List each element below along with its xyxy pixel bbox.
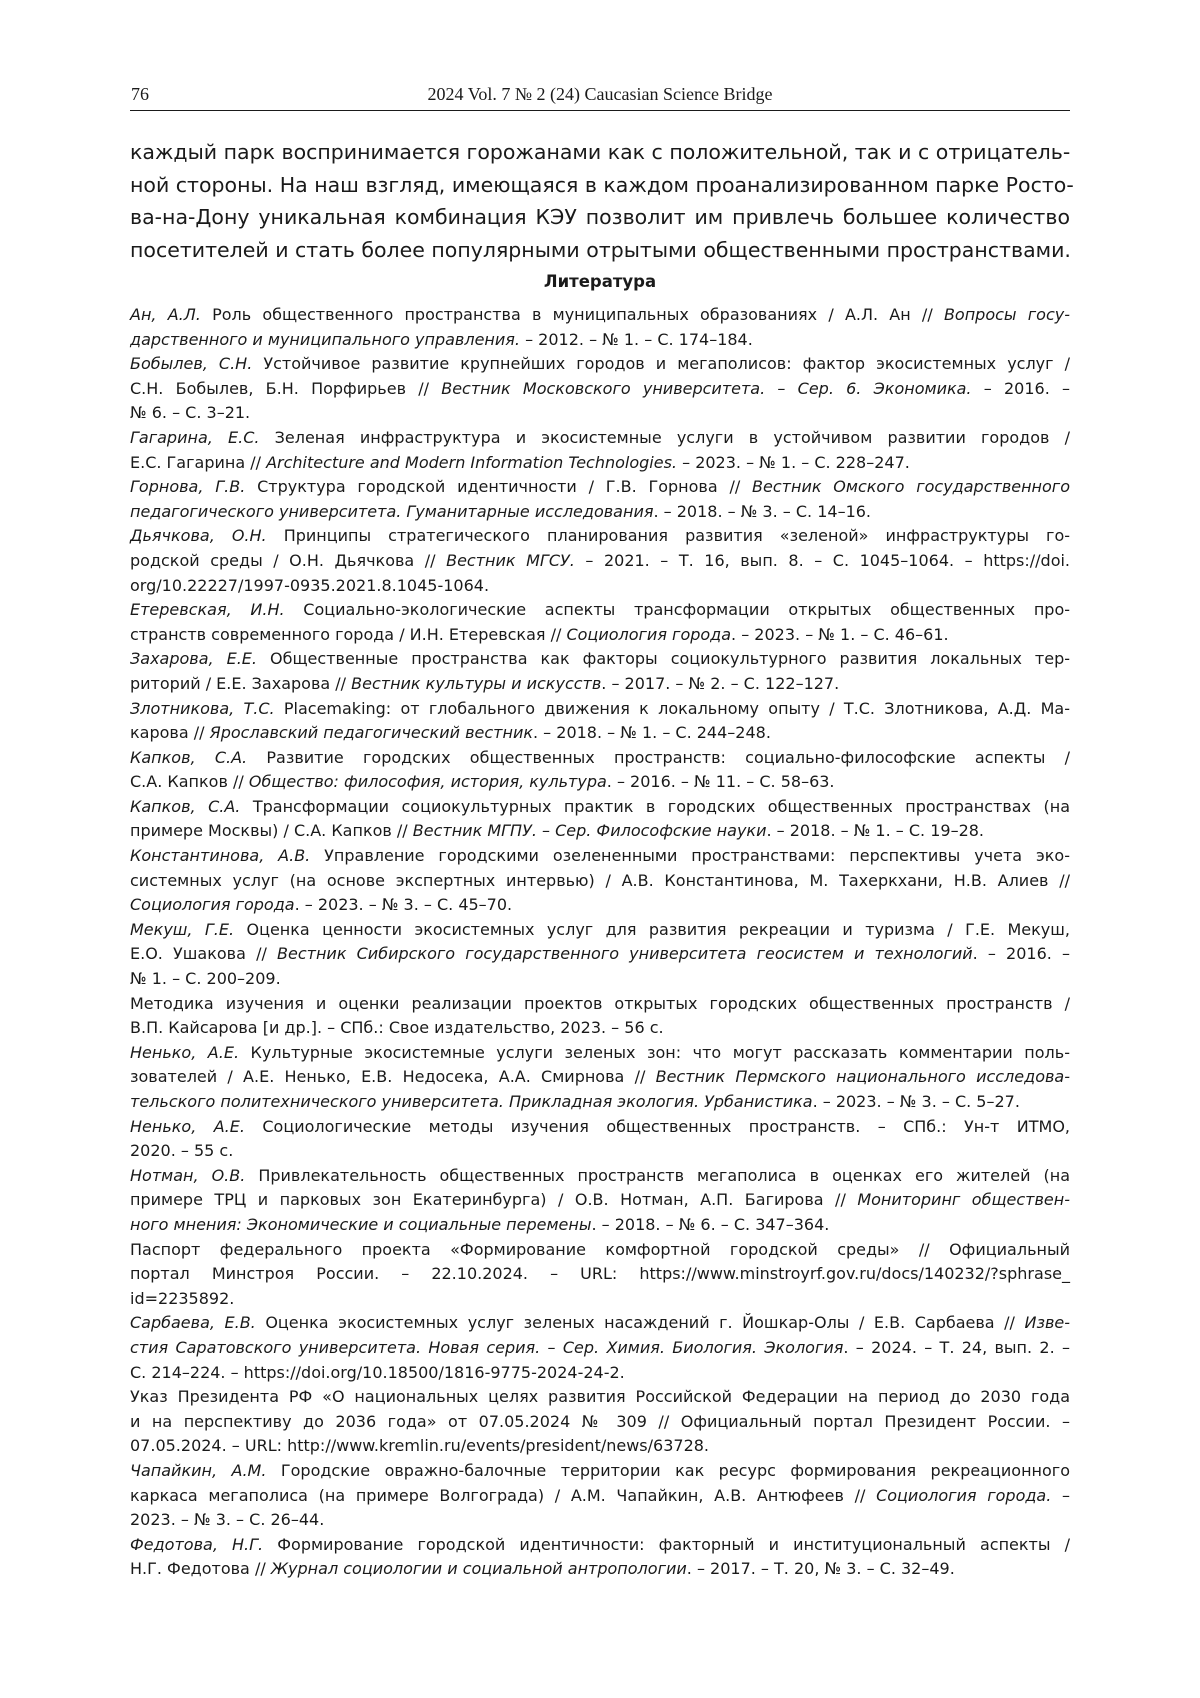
reference-text: Оценка ценности экосистемных услуг для развития рекреации и туризма / Г.Е. Мекуш, bbox=[234, 919, 1070, 939]
reference-text: . – 2018. – № 3. – С. 14–16. bbox=[653, 501, 872, 521]
reference-text: Формирование городской идентичности: факторный и институциональный аспекты / bbox=[263, 1534, 1070, 1554]
reference-text: Устойчивое развитие крупнейших городов и мегаполисов: фактор экосистемных услуг / bbox=[252, 354, 1070, 374]
reference-text: № 1. – С. 200–209. bbox=[130, 969, 281, 989]
reference-line bbox=[130, 1139, 1070, 1164]
reference-entry bbox=[130, 1533, 1070, 1582]
reference-italic-text: Вестник МГПУ. – Сер. Философские науки bbox=[412, 821, 767, 841]
reference-text: зователей / А.Е. Ненько, Е.В. Недосека, А.А. Смирнова // bbox=[130, 1067, 656, 1087]
reference-line bbox=[130, 1311, 1070, 1336]
reference-italic-text: Етеревская, И.Н. bbox=[130, 600, 285, 620]
reference-text: Культурные экосистемные услуги зеленых зон: что могут рассказать комментарии поль- bbox=[239, 1042, 1070, 1062]
reference-line bbox=[130, 1508, 1070, 1533]
reference-line bbox=[130, 1533, 1070, 1558]
reference-italic-text: дарственного и муниципального управления. bbox=[130, 329, 520, 349]
reference-text: . – 2018. – № 1. – С. 244–248. bbox=[533, 723, 771, 743]
reference-text: № 6. – С. 3–21. bbox=[130, 403, 251, 423]
reference-text: . – 2023. – № 3. – С. 5–27. bbox=[812, 1092, 1020, 1111]
reference-text: Общественные пространства как факторы социокультурного развития локальных тер- bbox=[257, 649, 1071, 669]
reference-line bbox=[130, 967, 1070, 992]
reference-text: Placemaking: от глобального движения к локальному опыту / Т.С. Злотникова, А.Д. Ма- bbox=[274, 698, 1070, 718]
reference-italic-text: Сарбаева, Е.В. bbox=[130, 1313, 256, 1333]
reference-italic-text: Вестник Сибирского государственного университета геосистем и технологий bbox=[277, 944, 973, 964]
reference-text: С.Н. Бобылев, Б.Н. Порфирьев // bbox=[130, 378, 442, 398]
reference-line bbox=[130, 1016, 1070, 1041]
reference-line bbox=[130, 721, 1070, 746]
reference-entry bbox=[130, 844, 1070, 918]
reference-text: org/10.22227/1997-0935.2021.8.1045-1064. bbox=[130, 575, 490, 595]
reference-text: риторий / Е.Е. Захарова // bbox=[130, 673, 352, 693]
reference-text: – 2021. – Т. 16, вып. 8. – С. 1045–1064. – https://doi. bbox=[574, 550, 1071, 570]
reference-line bbox=[130, 352, 1070, 377]
reference-italic-text: Вестник МГСУ. bbox=[446, 550, 575, 570]
running-header bbox=[130, 80, 1070, 111]
reference-text: Н.Г. Федотова // bbox=[130, 1559, 271, 1579]
reference-italic-text: Мониторинг обществен- bbox=[857, 1190, 1070, 1210]
reference-line bbox=[130, 1336, 1070, 1361]
reference-text: . – 2024. – Т. 24, вып. 2. – bbox=[843, 1337, 1070, 1357]
reference-italic-text: Вестник Пермского национального исследова- bbox=[655, 1067, 1070, 1087]
reference-italic-text: стия Саратовского университета. Новая серия. – Сер. Химия. Биология. Экология bbox=[130, 1337, 844, 1357]
reference-italic-text: Ненько, А.Е. bbox=[130, 1042, 240, 1062]
reference-line bbox=[130, 844, 1070, 869]
reference-italic-text: Бобылев, С.Н. bbox=[130, 354, 253, 374]
reference-entry bbox=[130, 746, 1070, 795]
reference-line bbox=[130, 1065, 1070, 1090]
reference-line bbox=[130, 500, 1070, 525]
reference-entry bbox=[130, 1459, 1070, 1533]
reference-line bbox=[130, 1385, 1070, 1410]
reference-italic-text: Нотман, О.В. bbox=[130, 1165, 246, 1185]
reference-text: Привлекательность общественных пространств мегаполиса в оценках его жителей (на bbox=[245, 1165, 1071, 1185]
reference-entry bbox=[130, 303, 1070, 352]
reference-text: Городские овражно-балочные территории как ресурс формирования рекреационного bbox=[266, 1460, 1070, 1480]
reference-text: примере ТРЦ и парковых зон Екатеринбурга) / О.В. Нотман, А.П. Багирова // bbox=[130, 1190, 858, 1210]
paragraph-line: каждый парк воспринимается горожанами как с положительной, так и с отрицатель- bbox=[130, 140, 1071, 164]
reference-line bbox=[130, 1115, 1070, 1140]
references-heading: Литература bbox=[543, 272, 657, 291]
reference-italic-text: Ан, А.Л. bbox=[130, 305, 201, 324]
reference-text: Паспорт федерального проекта «Формирование комфортной городской среды» // Официальный bbox=[130, 1239, 1070, 1259]
reference-line bbox=[130, 1238, 1070, 1263]
reference-italic-text: Злотникова, Т.С. bbox=[130, 698, 275, 718]
paragraph-line: посетителей и стать более популярными отрытыми общественными пространствами. bbox=[130, 237, 1071, 262]
reference-line bbox=[130, 574, 1070, 599]
reference-italic-text: Гагарина, Е.С. bbox=[130, 427, 260, 447]
reference-entry bbox=[130, 697, 1070, 746]
reference-italic-text: тельского политехнического университета. Прикладная экология. Урбанистика bbox=[130, 1092, 813, 1111]
reference-line bbox=[130, 918, 1070, 943]
reference-entry bbox=[130, 352, 1070, 426]
reference-entry bbox=[130, 1238, 1070, 1312]
reference-italic-text: Социология города bbox=[566, 624, 732, 644]
reference-text: каркаса мегаполиса (на примере Волгограда) / А.М. Чапайкин, А.В. Антюфеев // bbox=[130, 1485, 877, 1505]
reference-text: . – 2016. – № 11. – С. 58–63. bbox=[606, 772, 835, 792]
reference-line bbox=[130, 697, 1070, 722]
reference-entry bbox=[130, 426, 1070, 475]
reference-entry bbox=[130, 795, 1070, 844]
reference-line bbox=[130, 1213, 1070, 1238]
reference-text: родской среды / О.Н. Дьячкова // bbox=[130, 550, 447, 570]
reference-line bbox=[130, 1164, 1070, 1189]
reference-text: примере Москвы) / С.А. Капков // bbox=[130, 821, 413, 841]
reference-line bbox=[130, 770, 1070, 795]
reference-italic-text: Ярославский педагогический вестник bbox=[209, 723, 533, 743]
reference-line bbox=[130, 328, 1070, 353]
reference-text: . – 2023. – № 3. – С. 45–70. bbox=[294, 895, 513, 915]
reference-text: портал Минстроя России. – 22.10.2024. – URL: https://www.minstroyrf.gov.ru/docs/140232/?sphrase_ bbox=[130, 1264, 1070, 1284]
reference-text: Зеленая инфраструктура и экосистемные услуги в устойчивом развитии городов / bbox=[259, 427, 1071, 447]
reference-text: Принципы стратегического планирования развития «зеленой» инфраструктуры го- bbox=[266, 526, 1070, 546]
reference-line bbox=[130, 598, 1070, 623]
reference-italic-text: Вестник Омского государственного bbox=[752, 477, 1070, 497]
page-number: 76 bbox=[131, 84, 149, 104]
reference-line bbox=[130, 1188, 1070, 1213]
reference-text: С. 214–224. – https://doi.org/10.18500/1816-9775-2024-24-2. bbox=[130, 1362, 625, 1382]
reference-line bbox=[130, 377, 1070, 402]
reference-text: . – 2017. – № 2. – С. 122–127. bbox=[601, 673, 840, 693]
reference-text: Е.О. Ушакова // bbox=[130, 944, 278, 964]
reference-text: Структура городской идентичности / Г.В. Горнова // bbox=[245, 477, 753, 497]
reference-text: Трансформации социокультурных практик в городских общественных пространствах (на bbox=[240, 796, 1070, 816]
reference-italic-text: педагогического университета. Гуманитарные исследования bbox=[130, 501, 654, 521]
reference-entry bbox=[130, 992, 1070, 1041]
reference-line bbox=[130, 1434, 1070, 1459]
reference-italic-text: Architecture and Modern Information Technologies. bbox=[266, 452, 678, 472]
reference-entry bbox=[130, 1164, 1070, 1238]
reference-italic-text: Капков, С.А. bbox=[130, 747, 248, 767]
reference-italic-text: Изве- bbox=[1024, 1313, 1071, 1333]
reference-text: . – 2018. – № 1. – С. 19–28. bbox=[766, 821, 985, 841]
reference-text: Методика изучения и оценки реализации проектов открытых городских общественных пространств / bbox=[130, 993, 1070, 1013]
reference-text: 2023. – № 3. – С. 26–44. bbox=[130, 1510, 325, 1530]
reference-italic-text: Федотова, Н.Г. bbox=[130, 1534, 264, 1554]
reference-italic-text: ного мнения: Экономические и социальные перемены bbox=[130, 1214, 592, 1234]
reference-line bbox=[130, 1484, 1070, 1509]
reference-line bbox=[130, 1262, 1070, 1287]
reference-entry bbox=[130, 1385, 1070, 1459]
paragraph-line: ной стороны. На наш взгляд, имеющаяся в каждом проанализированном парке Росто- bbox=[130, 172, 1074, 197]
reference-italic-text: Вестник Московского университета. – Сер. 6. Экономика. bbox=[441, 378, 972, 398]
reference-entry bbox=[130, 918, 1070, 992]
reference-italic-text: Константинова, А.В. bbox=[130, 846, 311, 866]
reference-text: Социально-экологические аспекты трансформации открытых общественных про- bbox=[284, 600, 1071, 620]
reference-text: Развитие городских общественных пространств: социально-философские аспекты / bbox=[247, 747, 1071, 767]
reference-text: Е.С. Гагарина // bbox=[130, 452, 267, 472]
journal-title: 2024 Vol. 7 № 2 (24) Caucasian Science Bridge bbox=[427, 84, 773, 104]
reference-line bbox=[130, 1557, 1070, 1582]
reference-line bbox=[130, 303, 1070, 328]
reference-text: . – 2018. – № 6. – С. 347–364. bbox=[591, 1214, 830, 1234]
reference-text: Управление городскими озелененными пространствами: перспективы учета эко- bbox=[310, 846, 1070, 866]
reference-line bbox=[130, 893, 1070, 918]
reference-text: – bbox=[1051, 1485, 1071, 1505]
reference-text: 2020. – 55 с. bbox=[130, 1141, 234, 1161]
reference-line bbox=[130, 672, 1070, 697]
reference-line bbox=[130, 475, 1070, 500]
reference-text: Роль общественного пространства в муниципальных образованиях / А.Л. Ан // bbox=[200, 305, 944, 324]
reference-line bbox=[130, 942, 1070, 967]
reference-italic-text: Общество: философия, история, культура bbox=[248, 772, 607, 792]
reference-text: и на перспективу до 2036 года» от 07.05.2024 № 309 // Официальный портал Президент России. – bbox=[130, 1411, 1070, 1431]
reference-italic-text: Мекуш, Г.Е. bbox=[130, 919, 235, 939]
reference-text: id=2235892. bbox=[130, 1288, 235, 1308]
reference-italic-text: Захарова, Е.Е. bbox=[130, 649, 258, 669]
reference-italic-text: Вопросы госу- bbox=[943, 305, 1070, 324]
reference-italic-text: Капков, С.А. bbox=[130, 796, 241, 816]
reference-line bbox=[130, 623, 1070, 648]
reference-entry bbox=[130, 598, 1070, 647]
reference-text: Указ Президента РФ «О национальных целях развития Российской Федерации на период до 2030 года bbox=[130, 1387, 1070, 1407]
reference-line bbox=[130, 819, 1070, 844]
reference-line bbox=[130, 1410, 1070, 1435]
reference-line bbox=[130, 1090, 1070, 1115]
reference-entry bbox=[130, 524, 1070, 598]
reference-entry bbox=[130, 1311, 1070, 1385]
reference-text: – 2016. – bbox=[971, 378, 1071, 398]
reference-text: – 2023. – № 1. – С. 228–247. bbox=[677, 452, 910, 472]
reference-line bbox=[130, 549, 1070, 574]
reference-italic-text: Ненько, А.Е. bbox=[130, 1116, 245, 1136]
reference-line bbox=[130, 1041, 1070, 1066]
reference-entry bbox=[130, 475, 1070, 524]
references-list bbox=[130, 303, 1070, 1582]
reference-line bbox=[130, 1361, 1070, 1386]
reference-italic-text: Журнал социологии и социальной антропологии bbox=[270, 1559, 687, 1579]
reference-text: . – 2016. – bbox=[972, 944, 1070, 964]
reference-entry bbox=[130, 1115, 1070, 1164]
reference-italic-text: Социология города. bbox=[876, 1485, 1052, 1505]
paragraph-line: ва-на-Дону уникальная комбинация КЭУ позволит им привлечь большее количество bbox=[130, 205, 1070, 229]
reference-text: С.А. Капков // bbox=[130, 772, 249, 792]
reference-text: странств современного города / И.Н. Етеревская // bbox=[130, 624, 567, 644]
reference-text: 07.05.2024. – URL: http://www.kremlin.ru/events/president/news/63728. bbox=[130, 1436, 710, 1456]
reference-line bbox=[130, 451, 1070, 476]
reference-entry bbox=[130, 1041, 1070, 1115]
reference-line bbox=[130, 746, 1070, 771]
reference-line bbox=[130, 401, 1070, 426]
reference-text: . – 2017. – Т. 20, № 3. – С. 32–49. bbox=[686, 1559, 955, 1579]
reference-text: карова // bbox=[130, 723, 210, 743]
reference-text: Оценка экосистемных услуг зеленых насаждений г. Йошкар-Олы / Е.В. Сарбаева // bbox=[255, 1313, 1025, 1333]
reference-entry bbox=[130, 647, 1070, 696]
reference-italic-text: Чапайкин, А.М. bbox=[130, 1460, 267, 1480]
reference-text: – 2012. – № 1. – С. 174–184. bbox=[520, 329, 753, 349]
reference-line bbox=[130, 647, 1070, 672]
reference-line bbox=[130, 426, 1070, 451]
reference-italic-text: Горнова, Г.В. bbox=[130, 477, 246, 497]
reference-text: системных услуг (на основе экспертных интервью) / А.В. Константинова, М. Тахеркхани, Н.В. Алиев // bbox=[130, 870, 1070, 890]
reference-line bbox=[130, 1459, 1070, 1484]
reference-line bbox=[130, 795, 1070, 820]
reference-line bbox=[130, 992, 1070, 1017]
reference-italic-text: Вестник культуры и искусств bbox=[351, 673, 602, 693]
body-paragraph bbox=[130, 136, 1074, 266]
reference-line bbox=[130, 869, 1070, 894]
reference-italic-text: Дьячкова, О.Н. bbox=[130, 526, 267, 546]
reference-line bbox=[130, 524, 1070, 549]
reference-line bbox=[130, 1287, 1070, 1312]
reference-italic-text: Социология города bbox=[130, 895, 295, 915]
reference-text: В.П. Кайсарова [и др.]. – СПб.: Свое издательство, 2023. – 56 с. bbox=[130, 1018, 664, 1038]
reference-text: . – 2023. – № 1. – С. 46–61. bbox=[731, 624, 949, 644]
reference-text: Социологические методы изучения общественных пространств. – СПб.: Ун-т ИТМО, bbox=[244, 1116, 1070, 1136]
